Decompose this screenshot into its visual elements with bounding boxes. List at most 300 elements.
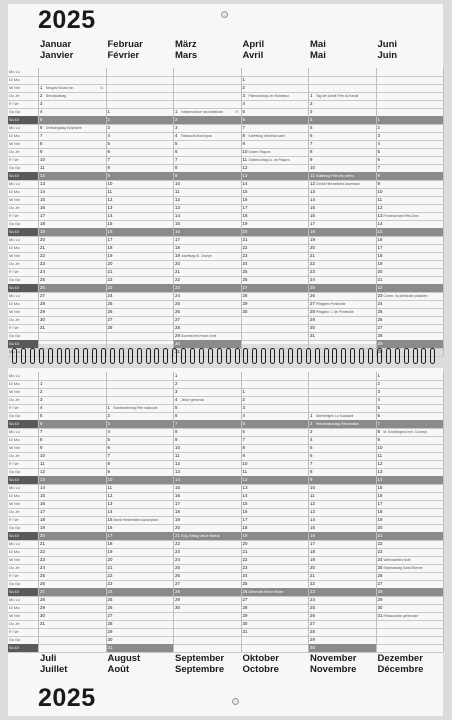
hanging-hole-bottom [232, 698, 239, 705]
weekday-label: So Di [9, 229, 19, 234]
grid-row [8, 508, 443, 516]
day-cell [308, 484, 376, 492]
day-number: 5 [310, 125, 313, 130]
day-number: 15 [40, 197, 45, 202]
binding-ring [332, 348, 337, 364]
weekday-label: Sa Sa [9, 165, 20, 170]
day-cell [241, 476, 309, 484]
day-number: 7 [107, 453, 110, 458]
day-cell [38, 380, 106, 388]
day-cell [241, 196, 309, 204]
day-cell [106, 500, 174, 508]
day-cell [241, 76, 309, 84]
day-cell [38, 132, 106, 140]
day-cell [173, 588, 241, 596]
day-cell [173, 148, 241, 156]
day-number: 2 [310, 421, 313, 426]
day-number: 9 [377, 437, 380, 442]
day-number: 15 [310, 205, 315, 210]
weekday-label: Di Ma [9, 493, 20, 498]
day-number: 4 [310, 437, 313, 442]
day-cell [38, 164, 106, 172]
day-cell [173, 260, 241, 268]
day-number: 21 [107, 269, 113, 274]
day-number: 24 [242, 573, 248, 578]
day-cell [308, 612, 376, 620]
day-number: 18 [242, 525, 248, 530]
grid-row [8, 628, 443, 636]
day-cell [106, 628, 174, 636]
binding-ring [128, 348, 133, 364]
weekday-label: Fr Ve [9, 461, 19, 466]
day-cell [173, 476, 241, 484]
day-cell [38, 268, 106, 276]
day-cell [308, 572, 376, 580]
day-number: 28 [175, 589, 180, 594]
day-cell [308, 116, 376, 124]
day-cell [376, 292, 444, 300]
day-cell [241, 204, 309, 212]
weekday-label: Di Ma [9, 301, 20, 306]
day-cell [308, 644, 376, 652]
day-cell [106, 588, 174, 596]
day-number: 21 [175, 269, 180, 274]
day-cell [106, 196, 174, 204]
day-number: 12 [40, 469, 45, 474]
day-number: 21 [107, 565, 113, 570]
binding-ring [110, 348, 115, 364]
grid-row [8, 124, 443, 132]
day-number: 30 [310, 645, 315, 650]
day-cell [106, 516, 174, 524]
weekday-label: Mi Me [9, 141, 20, 146]
day-number: 4 [40, 109, 43, 114]
holiday-label: Weihnachten Noël [383, 558, 411, 562]
weekday-label: Do Je [9, 453, 20, 458]
day-cell [106, 604, 174, 612]
day-cell [376, 260, 444, 268]
grid-row [8, 268, 443, 276]
day-number: 28 [310, 629, 315, 634]
day-cell [241, 452, 309, 460]
day-cell [308, 588, 376, 596]
holiday-label: Dreikönigstag Epiphanie [46, 126, 82, 130]
day-cell [241, 484, 309, 492]
weekday-label: Fr Ve [9, 573, 19, 578]
day-number: 7 [242, 437, 245, 442]
day-cell [106, 404, 174, 412]
grid-row [8, 492, 443, 500]
day-number: 24 [175, 293, 180, 298]
day-cell [376, 420, 444, 428]
day-cell [173, 468, 241, 476]
day-cell [241, 260, 309, 268]
weekday-label: Sa Sa [9, 581, 20, 586]
day-number: 6 [107, 445, 110, 450]
day-number: 16 [242, 197, 248, 202]
day-number: 14 [377, 221, 383, 226]
day-number: 27 [310, 621, 315, 626]
day-cell [308, 540, 376, 548]
weekday-label: Di Ma [9, 189, 20, 194]
day-number: 3 [242, 93, 245, 98]
day-number: 14 [242, 181, 248, 186]
column-divider [376, 68, 377, 356]
month-name-fr: Février [107, 49, 140, 61]
day-number: 16 [175, 493, 180, 498]
day-number: 11 [377, 453, 383, 458]
day-cell [376, 196, 444, 204]
day-cell [376, 396, 444, 404]
day-cell [241, 116, 309, 124]
day-number: 9 [310, 477, 313, 482]
day-cell [38, 580, 106, 588]
month-header-row-bottom [8, 654, 443, 680]
grid-row [8, 588, 443, 596]
day-number: 26 [310, 613, 315, 618]
day-cell [241, 628, 309, 636]
day-number: 31 [377, 613, 383, 618]
day-number: 6 [310, 133, 313, 138]
day-number: 19 [242, 221, 248, 226]
day-number: 8 [40, 437, 43, 442]
day-cell [376, 580, 444, 588]
day-number: 15 [175, 221, 180, 226]
binding-ring [181, 348, 186, 364]
day-number: 30 [377, 349, 383, 354]
day-number: 5 [107, 437, 110, 442]
day-number: 25 [310, 285, 315, 290]
day-cell [38, 212, 106, 220]
day-cell [173, 500, 241, 508]
day-number: 30 [175, 605, 180, 610]
week-number: 01 [99, 86, 104, 90]
month-header [378, 40, 442, 61]
day-cell [173, 492, 241, 500]
day-number: 19 [40, 229, 45, 234]
day-number: 13 [242, 173, 248, 178]
day-number: 21 [377, 533, 383, 538]
grid-row [8, 388, 443, 396]
column-divider [443, 372, 444, 652]
day-number: 22 [377, 541, 383, 546]
day-number: 7 [40, 429, 43, 434]
day-number: 23 [175, 285, 180, 290]
day-cell [173, 540, 241, 548]
day-number: 14 [175, 213, 180, 218]
day-cell [38, 468, 106, 476]
day-cell [173, 196, 241, 204]
day-number: 9 [242, 453, 245, 458]
day-cell [106, 252, 174, 260]
grid-row [8, 316, 443, 324]
day-cell [241, 604, 309, 612]
day-number: 9 [175, 437, 178, 442]
day-cell [376, 268, 444, 276]
day-number: 13 [107, 501, 113, 506]
day-cell [308, 476, 376, 484]
day-number: 16 [175, 229, 180, 234]
day-number: 7 [175, 157, 178, 162]
day-cell [106, 260, 174, 268]
day-number: 10 [107, 477, 113, 482]
day-cell [308, 460, 376, 468]
day-number: 9 [40, 445, 43, 450]
grid-row [8, 164, 443, 172]
day-cell [376, 564, 444, 572]
month-name-de: Februar [107, 39, 143, 50]
day-cell [308, 604, 376, 612]
day-number: 25 [175, 565, 180, 570]
day-number: 25 [242, 581, 248, 586]
year-title-bottom: 2025 [38, 684, 96, 712]
day-number: 17 [40, 509, 45, 514]
day-number: 13 [175, 469, 180, 474]
day-number: 2 [377, 381, 380, 386]
day-cell [173, 428, 241, 436]
day-number: 11 [242, 157, 248, 162]
day-cell [308, 412, 376, 420]
binding-ring [199, 348, 204, 364]
day-number: 25 [40, 277, 45, 282]
day-cell [173, 404, 241, 412]
day-number: 17 [310, 221, 315, 226]
day-number: 20 [242, 541, 248, 546]
day-cell [241, 596, 309, 604]
day-cell [308, 180, 376, 188]
day-number: 1 [175, 109, 178, 114]
day-cell [376, 204, 444, 212]
day-number: 20 [377, 525, 383, 530]
day-number: 21 [40, 245, 45, 250]
day-cell [106, 460, 174, 468]
binding-ring [235, 348, 240, 364]
day-number: 13 [310, 189, 315, 194]
weekday-label: Di Ma [9, 549, 20, 554]
day-number: 1 [40, 85, 43, 90]
day-number: 27 [40, 589, 45, 594]
day-number: 6 [310, 453, 313, 458]
column-divider [106, 68, 107, 356]
day-cell [38, 92, 106, 100]
holiday-label: Ostern Pâques [248, 150, 271, 154]
binding-ring [341, 348, 346, 364]
day-cell [38, 236, 106, 244]
grid-row [8, 404, 443, 412]
day-cell [241, 620, 309, 628]
day-cell [38, 404, 106, 412]
day-number: 15 [377, 485, 383, 490]
day-cell [106, 540, 174, 548]
day-cell [241, 244, 309, 252]
day-number: 4 [310, 117, 313, 122]
day-number: 24 [310, 277, 315, 282]
day-number: 22 [107, 573, 113, 578]
day-number: 19 [377, 261, 383, 266]
weekday-label: Mi Me [9, 557, 20, 562]
day-cell [241, 612, 309, 620]
day-cell [173, 436, 241, 444]
weekday-label: Mi Me [9, 501, 20, 506]
day-cell [376, 540, 444, 548]
binding-ring [315, 348, 320, 364]
grid-row [8, 236, 443, 244]
weekday-label: Di Ma [9, 133, 20, 138]
grid-row [8, 196, 443, 204]
day-number: 20 [242, 229, 248, 234]
day-cell [173, 252, 241, 260]
binding-ring [92, 348, 97, 364]
day-cell [38, 100, 106, 108]
day-number: 26 [242, 589, 248, 594]
day-number: 28 [107, 621, 113, 626]
day-cell [376, 316, 444, 324]
binding-ring [21, 348, 26, 364]
day-cell [106, 220, 174, 228]
day-cell [376, 444, 444, 452]
binding-ring [146, 348, 151, 364]
day-number: 23 [242, 565, 248, 570]
day-cell [106, 164, 174, 172]
day-cell [241, 124, 309, 132]
day-number: 11 [310, 493, 315, 498]
day-number: 18 [107, 541, 113, 546]
binding-ring [83, 348, 88, 364]
day-cell [308, 532, 376, 540]
day-cell [38, 556, 106, 564]
grid-row [8, 516, 443, 524]
day-cell [241, 100, 309, 108]
grid-row [8, 292, 443, 300]
day-cell [308, 452, 376, 460]
day-number: 1 [107, 109, 110, 114]
day-number: 10 [242, 461, 248, 466]
day-number: 12 [310, 501, 315, 506]
day-number: 3 [310, 429, 313, 434]
day-cell [241, 148, 309, 156]
day-cell [241, 524, 309, 532]
day-cell [173, 332, 241, 340]
month-name-fr: Avril [242, 49, 264, 61]
day-cell [38, 180, 106, 188]
day-number: 21 [377, 277, 383, 282]
day-cell [241, 500, 309, 508]
day-cell [376, 228, 444, 236]
binding-ring [386, 348, 391, 364]
day-number: 30 [377, 605, 383, 610]
day-number: 2 [310, 101, 313, 106]
day-number: 3 [242, 405, 245, 410]
day-cell [376, 116, 444, 124]
day-cell [38, 452, 106, 460]
day-number: 30 [175, 341, 180, 346]
grid-row [8, 260, 443, 268]
day-cell [38, 324, 106, 332]
day-cell [241, 444, 309, 452]
month-name-fr: Septembre [175, 663, 225, 675]
day-cell [241, 556, 309, 564]
day-cell [38, 524, 106, 532]
day-number: 30 [40, 317, 45, 322]
weekday-label: Di Ma [9, 605, 20, 610]
day-number: 10 [40, 157, 45, 162]
day-cell [376, 124, 444, 132]
weekday-label: Fr Ve [9, 517, 19, 522]
day-cell [38, 476, 106, 484]
day-number: 30 [40, 613, 45, 618]
day-number: 20 [377, 269, 383, 274]
grid-row [8, 460, 443, 468]
grid-row [8, 92, 443, 100]
binding-ring [350, 348, 355, 364]
day-number: 21 [242, 237, 248, 242]
day-number: 5 [242, 109, 245, 114]
weekday-label: Do Je [9, 205, 20, 210]
month-header [40, 654, 104, 675]
holiday-label: Pfingstm. L. de Pentecôte [316, 310, 354, 314]
day-cell [173, 316, 241, 324]
day-cell [106, 508, 174, 516]
day-cell [308, 548, 376, 556]
day-cell [173, 324, 241, 332]
day-number: 25 [107, 301, 113, 306]
grid-row [8, 100, 443, 108]
day-number: 4 [377, 141, 380, 146]
day-number: 11 [175, 453, 180, 458]
day-number: 27 [40, 293, 45, 298]
day-cell [308, 468, 376, 476]
day-number: 1 [310, 93, 313, 98]
day-cell [106, 324, 174, 332]
grid-row [8, 444, 443, 452]
day-number: 4 [242, 101, 245, 106]
weekday-label: Mo Lu [9, 69, 21, 74]
grid-row [8, 172, 443, 180]
day-number: 17 [107, 533, 113, 538]
hanging-hole-top [221, 11, 228, 18]
weekday-label: Sa Sa [9, 469, 20, 474]
day-number: 11 [107, 485, 113, 490]
day-number: 23 [107, 581, 113, 586]
day-cell [308, 556, 376, 564]
day-number: 2 [242, 85, 245, 90]
weekday-label: Mo Lu [9, 181, 21, 186]
day-number: 15 [107, 517, 113, 522]
day-cell [173, 268, 241, 276]
holiday-label: Eidg. Bettag Jeûne fédéral [181, 534, 220, 538]
day-number: 12 [377, 461, 383, 466]
day-cell [38, 428, 106, 436]
binding-ring [279, 348, 284, 364]
day-cell [173, 444, 241, 452]
day-cell [241, 284, 309, 292]
day-cell [241, 508, 309, 516]
day-number: 27 [310, 301, 315, 306]
spiral-binding [8, 348, 443, 366]
day-cell [308, 220, 376, 228]
day-number: 25 [175, 301, 180, 306]
grid-row [8, 116, 443, 124]
binding-ring [395, 348, 400, 364]
day-number: 28 [107, 325, 113, 330]
day-cell [38, 172, 106, 180]
day-cell [173, 116, 241, 124]
day-cell [308, 252, 376, 260]
grid-row [8, 180, 443, 188]
day-number: 20 [175, 261, 180, 266]
day-cell [173, 564, 241, 572]
day-number: 3 [377, 389, 380, 394]
